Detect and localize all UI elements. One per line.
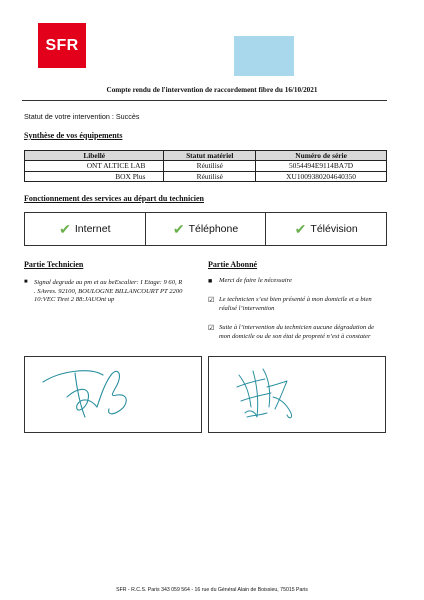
check-icon: ✔ bbox=[59, 221, 71, 237]
subscriber-item-text: Le technicien s’est bien présenté à mon domicile et a bien réalisé l’intervention bbox=[219, 296, 372, 312]
table-row bbox=[25, 171, 387, 181]
footer-legal: SFR - R.C.S. Paris 343 059 564 - 16 rue du Général Alain de Boissieu, 75015 Paris bbox=[116, 587, 308, 593]
equipment-table bbox=[24, 150, 387, 182]
service-internet bbox=[25, 213, 145, 245]
table-row bbox=[25, 161, 387, 171]
service-television bbox=[265, 213, 386, 245]
services-box bbox=[24, 212, 387, 246]
equipment-label: ONT ALTICE LAB bbox=[25, 161, 164, 171]
service-label: Télévision bbox=[310, 223, 358, 235]
technician-heading: Partie Technicien bbox=[24, 260, 84, 269]
services-heading: Fonctionnement des services au départ du technicien bbox=[24, 194, 204, 203]
subscriber-signature-box bbox=[208, 356, 386, 433]
equipment-status: Réutilisé bbox=[164, 161, 256, 171]
service-label: Internet bbox=[74, 223, 111, 235]
subscriber-heading: Partie Abonné bbox=[208, 260, 258, 269]
checkbox-checked-icon: ☑ bbox=[208, 324, 215, 332]
technician-signature bbox=[25, 357, 203, 434]
subscriber-item-text: Suite à l’intervention du technicien aucune dégradation de mon domicile ou de son état de propreté n’est à constater bbox=[219, 324, 375, 340]
check-icon: ✔ bbox=[172, 221, 185, 237]
subscriber-signature bbox=[209, 357, 387, 434]
subscriber-item bbox=[208, 296, 384, 313]
service-telephone bbox=[145, 213, 266, 245]
intervention-status: Statut de votre intervention : Succès bbox=[24, 112, 140, 121]
sfr-logo: SFR bbox=[38, 23, 86, 68]
equipment-label: BOX Plus bbox=[25, 171, 164, 181]
header-divider bbox=[22, 100, 387, 101]
column-header: Libellé bbox=[25, 151, 164, 161]
column-header: Statut matériel bbox=[164, 151, 256, 161]
bullet-icon: ■ bbox=[24, 279, 28, 285]
checkbox-checked-icon: ☑ bbox=[208, 296, 215, 304]
equipment-serial: XU1009380204640350 bbox=[256, 171, 387, 181]
equipment-serial: 5054494E9114BA7D bbox=[256, 161, 387, 171]
equipment-heading: Synthèse de vos équipements bbox=[24, 131, 123, 140]
document-title: Compte rendu de l'intervention de raccordement fibre du 16/10/2021 bbox=[106, 86, 318, 94]
stamp-placeholder bbox=[234, 36, 294, 76]
service-label: Téléphone bbox=[188, 223, 239, 235]
column-header: Numéro de série bbox=[256, 151, 387, 161]
equipment-status: Réutilisé bbox=[164, 171, 256, 181]
technician-signature-box bbox=[24, 356, 202, 433]
bullet-icon: ■ bbox=[208, 277, 213, 285]
technician-note: Signal degrade au pm et au beEscalier: I Etage: 9 60, R . SAvres. 92100, BOULOGNE BILLANCOURT PT 2200 10:VEC Tiret 2 88:JAUOnt up bbox=[34, 279, 183, 303]
subscriber-item-text: Merci de faire le nécessaire bbox=[219, 277, 292, 284]
check-icon: ✔ bbox=[294, 221, 307, 237]
subscriber-item bbox=[208, 277, 384, 286]
subscriber-item bbox=[208, 324, 384, 341]
